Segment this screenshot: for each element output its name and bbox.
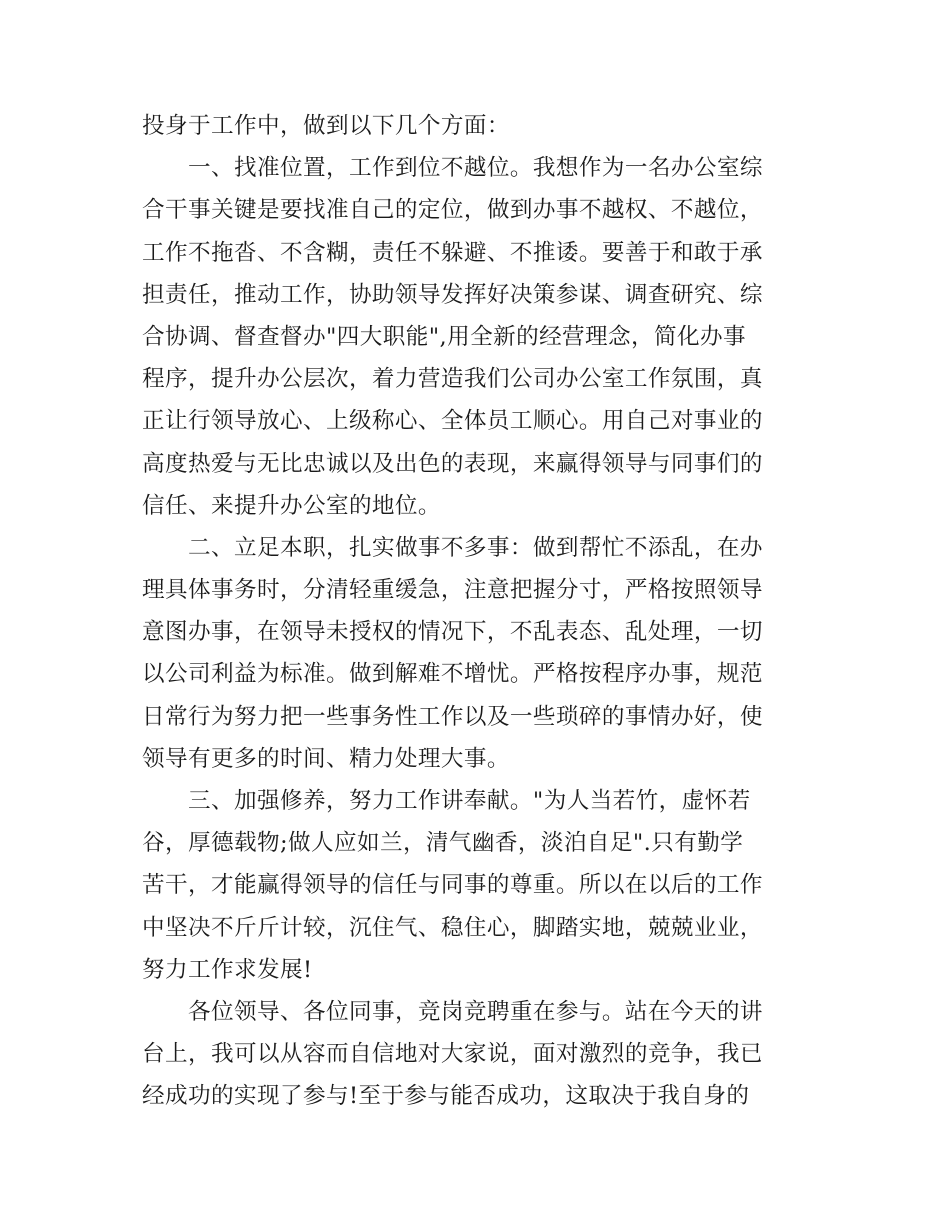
text-line: 合干事关键是要找准自己的定位，做到办事不越权、不越位， xyxy=(142,197,763,224)
text-line: 日常行为努力把一些事务性工作以及一些琐碎的事情办好，使 xyxy=(142,703,763,730)
document-body xyxy=(142,105,814,1118)
text-line: 二、立足本职，扎实做事不多事：做到帮忙不添乱，在办 xyxy=(188,534,763,561)
text-line: 领导有更多的时间、精力处理大事。 xyxy=(142,745,510,772)
text-line: 程序，提升办公层次，着力营造我们公司办公室工作氛围，真 xyxy=(142,366,763,393)
text-line: 努力工作求发展! xyxy=(142,956,313,983)
text-line: 三、加强修养，努力工作讲奉献。"为人当若竹，虚怀若 xyxy=(188,788,751,814)
text-line: 工作不拖沓、不含糊，责任不躲避、不推诿。要善于和敢于承 xyxy=(142,239,763,266)
text-line: 意图办事，在领导未授权的情况下，不乱表态、乱处理，一切 xyxy=(142,619,763,646)
text-line: 正让行领导放心、上级称心、全体员工顺心。用自己对事业的 xyxy=(142,408,763,435)
text-line: 各位领导、各位同事，竞岗竞聘重在参与。站在今天的讲 xyxy=(188,998,763,1025)
text-line: 苦干，才能赢得领导的信任与同事的尊重。所以在以后的工作 xyxy=(142,872,763,899)
text-line: 理具体事务时，分清轻重缓急，注意把握分寸，严格按照领导 xyxy=(142,577,763,604)
text-line: 信任、来提升办公室的地位。 xyxy=(142,492,441,519)
text-line: 台上，我可以从容而自信地对大家说，面对激烈的竞争，我已 xyxy=(142,1041,763,1068)
text-line: 中坚决不斤斤计较，沉住气、稳住心，脚踏实地，兢兢业业， xyxy=(142,914,763,941)
text-line: 高度热爱与无比忠诚以及出色的表现，来赢得领导与同事们的 xyxy=(142,450,763,477)
text-line: 以公司利益为标准。做到解难不增忧。严格按程序办事，规范 xyxy=(142,661,763,688)
text-line: 合协调、督查督办"四大职能",用全新的经营理念，简化办事 xyxy=(142,323,747,350)
text-line: 担责任，推动工作，协助领导发挥好决策参谋、调查研究、综 xyxy=(142,281,763,308)
text-line: 谷，厚德载物;做人应如兰，清气幽香，淡泊自足".只有勤学 xyxy=(142,830,744,857)
text-line: 投身于工作中，做到以下几个方面： xyxy=(142,113,510,139)
text-line: 一、找准位置，工作到位不越位。我想作为一名办公室综 xyxy=(188,155,763,182)
text-line: 经成功的实现了参与!至于参与能否成功，这取决于我自身的 xyxy=(142,1083,750,1110)
